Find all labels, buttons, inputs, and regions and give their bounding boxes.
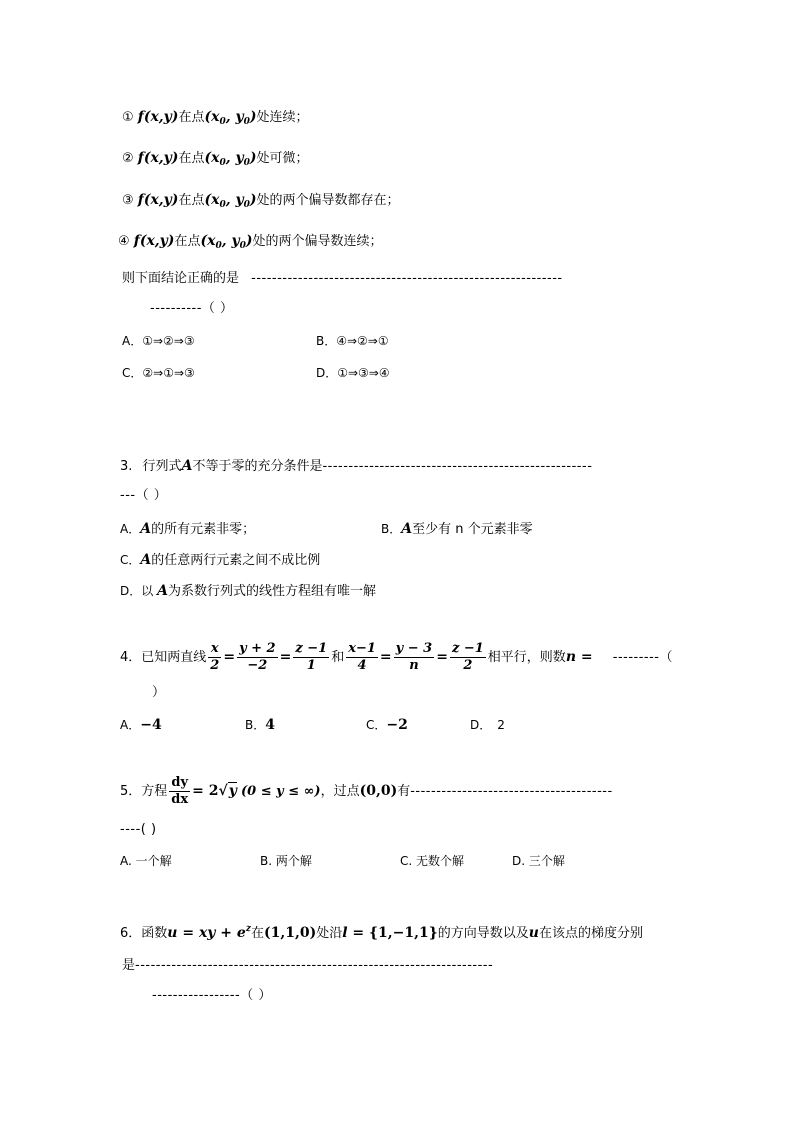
variable-n: n bbox=[565, 649, 576, 665]
matrix-symbol: A bbox=[157, 583, 168, 599]
q4-stem: 4．已知两直线 $\frac{x}{2}$ = $\frac{y + 2}{-2}$ = $\frac{z -1}{1}$ 和 $\frac{x-1}{4}$ = $\frac{y - 3}{n}$ = $\frac{z -1}{2}$ 相平行，则数n = ---------（ bbox=[120, 641, 673, 673]
point-expr: ($x_0$, $y_0$) bbox=[204, 109, 257, 127]
matrix-symbol: A bbox=[401, 521, 413, 537]
q6-line-2: 是--------------------------------------------------------------------- bbox=[122, 958, 494, 973]
condition-mid: 在点 bbox=[178, 193, 205, 208]
condition-mid: 在点 bbox=[178, 151, 205, 166]
q4-answer-blank: ） bbox=[152, 685, 166, 700]
q2-stem bbox=[122, 270, 563, 288]
q5-pre: 5．方程 bbox=[120, 784, 168, 799]
condition-marker: ③ bbox=[122, 193, 134, 208]
q3-option-b: B．A至少有 n 个元素非零 bbox=[381, 521, 533, 537]
condition-tail: 处连续； bbox=[256, 110, 309, 125]
condition-3 bbox=[122, 191, 400, 214]
sqrt-sign: √ bbox=[218, 783, 228, 799]
q6-pre: 6．函数 bbox=[120, 926, 168, 941]
q6-stem: 6．函数u = xy + $e^z$在(1,1,0)处沿l = {1,−1,1}的方向导数以及u在该点的梯度分别 bbox=[120, 924, 643, 941]
q5-option-a: A. 一个解 bbox=[120, 854, 172, 868]
q3-option-d: D．以 A为系数行列式的线性方程组有唯一解 bbox=[120, 583, 376, 599]
answer-blank: ----------（ ） bbox=[150, 301, 234, 316]
function-expr: f(x,y) bbox=[133, 233, 175, 249]
q4-pre: 4．已知两直线 bbox=[120, 650, 207, 665]
q4-option-a: A．−4 bbox=[120, 717, 162, 733]
q3-pre: 行列式 bbox=[142, 459, 182, 474]
q3-option-a: A．A的所有元素非零； bbox=[120, 521, 256, 537]
matrix-symbol: A bbox=[140, 521, 152, 537]
q3-stem bbox=[120, 457, 592, 476]
answer-blank: ---（ ） bbox=[120, 488, 168, 503]
answer-blank: ----( ) bbox=[120, 822, 157, 837]
matrix-symbol: A bbox=[140, 552, 152, 568]
condition-1 bbox=[122, 108, 309, 131]
fraction: $\frac{z -1}{2}$ bbox=[451, 641, 484, 673]
function-expr: f(x,y) bbox=[137, 150, 179, 166]
q3-post: 不等于零的充分条件是 bbox=[192, 459, 323, 474]
condition-tail: 处的两个偏导数连续； bbox=[252, 234, 383, 249]
answer-dashes: --------------------------------------------------------------------- bbox=[135, 958, 494, 973]
condition-marker: ① bbox=[122, 110, 134, 125]
q5-option-d: D. 三个解 bbox=[512, 854, 565, 868]
condition-mid: 在点 bbox=[174, 234, 201, 249]
point-expr: ($x_0$, $y_0$) bbox=[204, 192, 257, 210]
answer-dashes: ---------------------------------------------------- bbox=[322, 459, 593, 474]
answer-dashes: ---------（ bbox=[612, 650, 673, 665]
range-expr: (0 ≤ y ≤ ∞) bbox=[240, 784, 321, 799]
fraction: $\frac{z -1}{1}$ bbox=[295, 641, 328, 673]
answer-dashes: ------------------------------------------------------------ bbox=[251, 271, 563, 286]
q2-option-b: B．④⇒②⇒① bbox=[316, 334, 389, 348]
answer-dashes: --------------------------------------- bbox=[410, 784, 613, 799]
condition-mid: 在点 bbox=[178, 110, 205, 125]
q5-answer-blank bbox=[120, 821, 157, 839]
condition-4 bbox=[118, 232, 383, 255]
question-number: 3. bbox=[120, 459, 133, 474]
point-expr: ($x_0$, $y_0$) bbox=[204, 150, 257, 168]
q2-option-d: D．①⇒③⇒④ bbox=[316, 366, 390, 380]
condition-2 bbox=[122, 149, 309, 172]
function-expr: f(x,y) bbox=[137, 192, 179, 208]
q5-option-c: C. 无数个解 bbox=[400, 854, 465, 868]
q5-option-b: B. 两个解 bbox=[260, 854, 312, 868]
matrix-symbol: A bbox=[181, 458, 193, 474]
q3-answer-blank bbox=[120, 487, 167, 505]
q5-stem: 5．方程 $\frac{dy}{dx}$ = 2√y (0 ≤ y ≤ ∞)，过点(0,0)有--------------------------------------- bbox=[120, 775, 613, 807]
condition-tail: 处可微； bbox=[256, 151, 309, 166]
condition-marker: ② bbox=[122, 151, 134, 166]
q3-option-c: C．A的任意两行元素之间不成比例 bbox=[120, 552, 321, 568]
q4-option-d: D． 2 bbox=[470, 718, 505, 732]
q4-option-c: C．−2 bbox=[366, 717, 408, 733]
q2-option-a: A．①⇒②⇒③ bbox=[122, 334, 195, 348]
q2-answer-blank bbox=[150, 300, 234, 318]
point-expr: ($x_0$, $y_0$) bbox=[200, 233, 253, 251]
point-expr: (0,0) bbox=[359, 783, 398, 799]
fraction: $\frac{y - 3}{n}$ bbox=[395, 641, 433, 673]
condition-marker: ④ bbox=[118, 234, 130, 249]
point-expr: (1,1,0) bbox=[263, 925, 317, 941]
fraction: $\frac{y + 2}{-2}$ bbox=[239, 641, 276, 673]
answer-blank: -----------------（ ） bbox=[152, 988, 272, 1003]
q2-stem-text: 则下面结论正确的是 bbox=[122, 271, 240, 286]
q6-answer-blank bbox=[152, 987, 272, 1005]
q4-option-b: B．4 bbox=[245, 717, 275, 733]
condition-tail: 处的两个偏导数都存在； bbox=[256, 193, 400, 208]
fraction: $\frac{x-1}{4}$ bbox=[348, 641, 376, 673]
derivative-fraction: $\frac{dy}{dx}$ bbox=[171, 775, 189, 807]
function-expr: f(x,y) bbox=[137, 109, 179, 125]
q2-option-c: C．②⇒①⇒③ bbox=[122, 366, 195, 380]
fraction: $\frac{x}{2}$ bbox=[210, 641, 220, 673]
